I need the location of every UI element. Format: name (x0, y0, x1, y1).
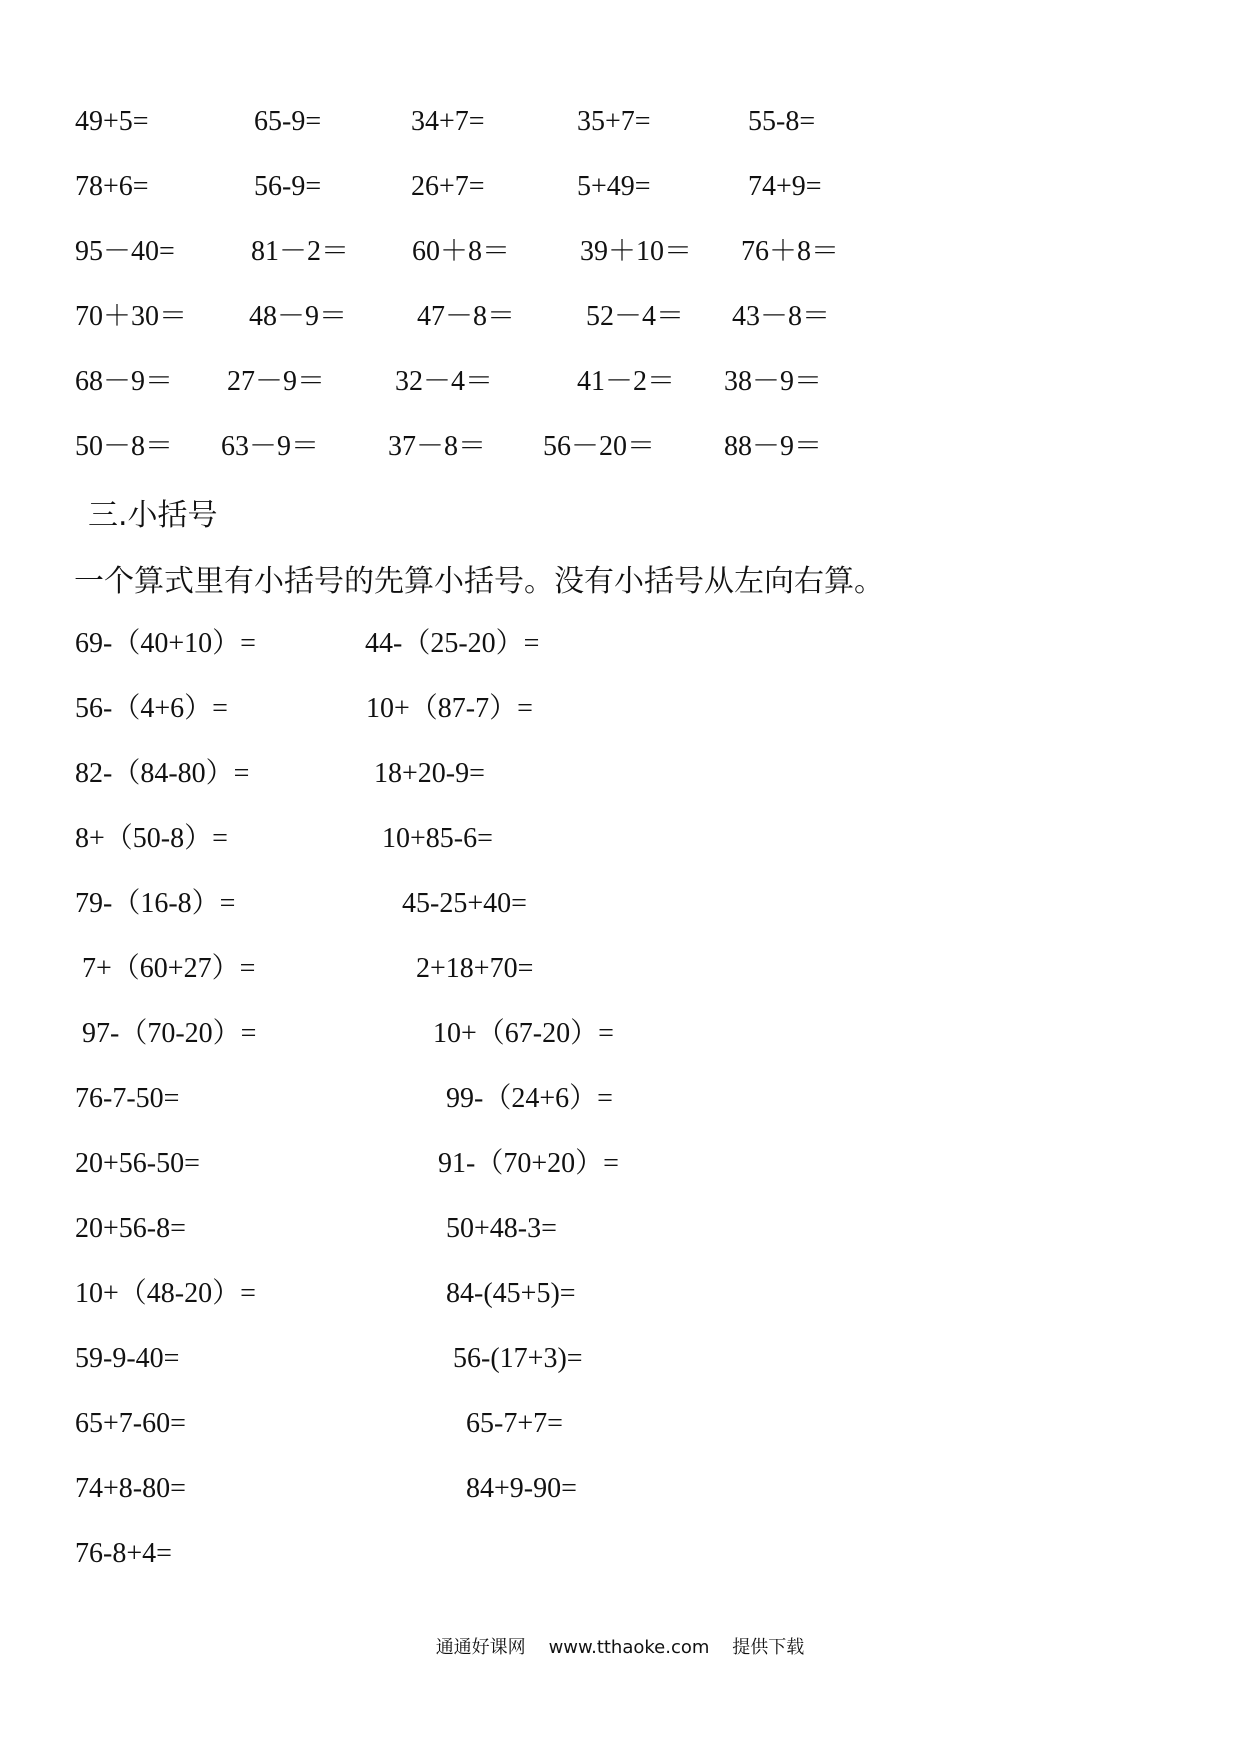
arithmetic-item: 27－9＝ (227, 366, 326, 397)
arithmetic-item: 34+7= (411, 106, 485, 137)
footer-suffix: 提供下载 (732, 1637, 805, 1658)
arithmetic-item: 5+49= (577, 171, 651, 202)
paren-item: 20+56-50= (75, 1148, 200, 1179)
paren-item: 97-（70-20）= (82, 1018, 257, 1049)
page-footer (0, 1635, 1240, 1661)
paren-item: 10+（87-7）= (366, 693, 533, 724)
arithmetic-item: 38－9＝ (724, 366, 823, 397)
section-heading: 三.小括号 (88, 498, 218, 533)
paren-item: 56-(17+3)= (453, 1343, 583, 1374)
arithmetic-item: 39＋10＝ (580, 236, 693, 267)
paren-item: 91-（70+20）= (438, 1148, 619, 1179)
arithmetic-item: 88－9＝ (724, 431, 823, 462)
arithmetic-item: 68－9＝ (75, 366, 174, 397)
paren-item: 76-8+4= (75, 1538, 172, 1569)
arithmetic-item: 60＋8＝ (412, 236, 511, 267)
arithmetic-item: 95－40= (75, 236, 175, 267)
arithmetic-item: 37－8＝ (388, 431, 487, 462)
paren-item: 8+（50-8）= (75, 823, 228, 854)
arithmetic-item: 70＋30＝ (75, 301, 188, 332)
arithmetic-item: 49+5= (75, 106, 149, 137)
paren-item: 2+18+70= (416, 953, 534, 984)
arithmetic-item: 56－20＝ (543, 431, 656, 462)
paren-item: 7+（60+27）= (82, 953, 256, 984)
paren-item: 99-（24+6）= (446, 1083, 613, 1114)
paren-item: 56-（4+6）= (75, 693, 228, 724)
footer-site-name: 通通好课网 (435, 1637, 526, 1658)
paren-item: 10+（48-20）= (75, 1278, 256, 1309)
paren-item: 45-25+40= (402, 888, 527, 919)
section-rule-text: 一个算式里有小括号的先算小括号。没有小括号从左向右算。 (74, 564, 884, 599)
paren-item: 74+8-80= (75, 1473, 186, 1504)
paren-item: 50+48-3= (446, 1213, 557, 1244)
arithmetic-item: 74+9= (748, 171, 822, 202)
paren-item: 69-（40+10）= (75, 628, 256, 659)
arithmetic-item: 32－4＝ (395, 366, 494, 397)
arithmetic-item: 47－8＝ (417, 301, 516, 332)
paren-item: 10+85-6= (382, 823, 493, 854)
paren-item: 59-9-40= (75, 1343, 180, 1374)
paren-item: 82-（84-80）= (75, 758, 250, 789)
footer-url: www.tthaoke.com (548, 1637, 710, 1658)
arithmetic-item: 26+7= (411, 171, 485, 202)
paren-item: 79-（16-8）= (75, 888, 236, 919)
paren-item: 65-7+7= (466, 1408, 563, 1439)
arithmetic-item: 52－4＝ (586, 301, 685, 332)
arithmetic-item: 48－9＝ (249, 301, 348, 332)
arithmetic-item: 63－9＝ (221, 431, 320, 462)
arithmetic-item: 65-9= (254, 106, 322, 137)
paren-item: 84-(45+5)= (446, 1278, 576, 1309)
arithmetic-item: 35+7= (577, 106, 651, 137)
paren-item: 84+9-90= (466, 1473, 577, 1504)
arithmetic-item: 55-8= (748, 106, 816, 137)
paren-item: 10+（67-20）= (433, 1018, 614, 1049)
arithmetic-item: 56-9= (254, 171, 322, 202)
paren-item: 65+7-60= (75, 1408, 186, 1439)
arithmetic-item: 78+6= (75, 171, 149, 202)
arithmetic-item: 43－8＝ (732, 301, 831, 332)
paren-item: 44-（25-20）= (365, 628, 540, 659)
paren-item: 20+56-8= (75, 1213, 186, 1244)
arithmetic-item: 76＋8＝ (741, 236, 840, 267)
paren-item: 18+20-9= (374, 758, 485, 789)
arithmetic-item: 81－2＝ (251, 236, 350, 267)
paren-item: 76-7-50= (75, 1083, 180, 1114)
arithmetic-item: 41－2＝ (577, 366, 676, 397)
arithmetic-item: 50－8＝ (75, 431, 174, 462)
